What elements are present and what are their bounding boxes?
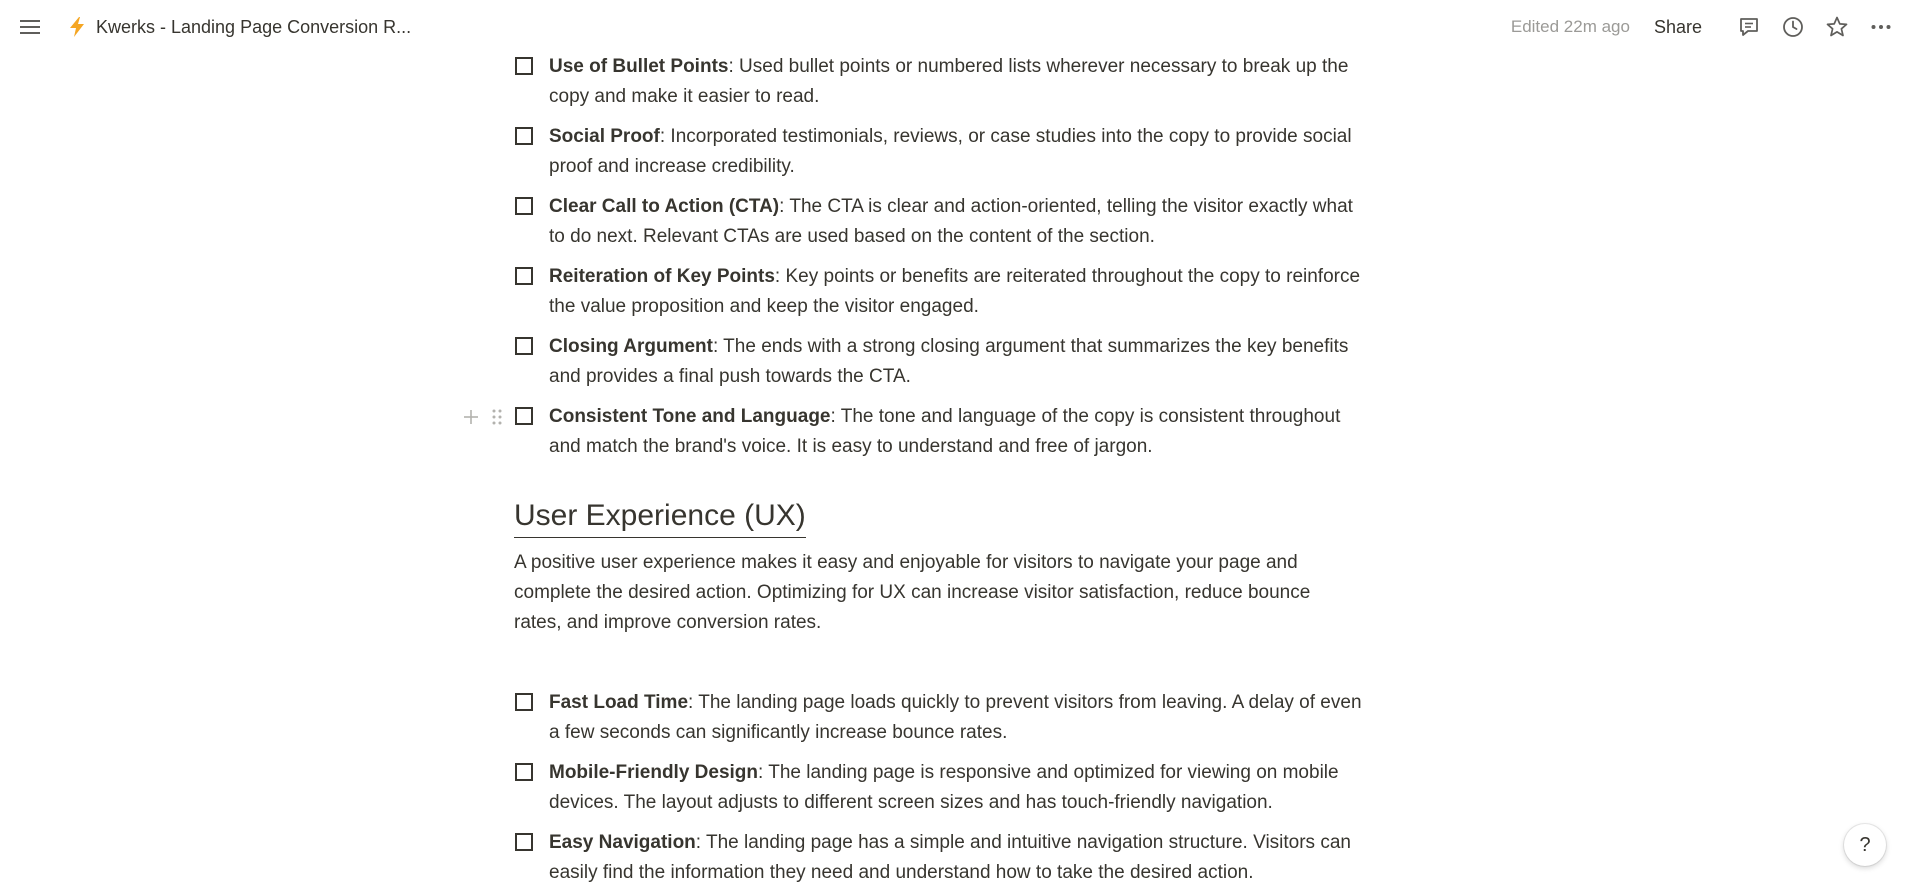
paragraph-line-2: complete the desired action. Optimizing for UX can increase visitor satisfaction, reduce bounce [514, 582, 1311, 603]
history-clock-icon[interactable] [1778, 12, 1808, 42]
todo-description-line-2: and provides a final push towards the CTA. [549, 366, 911, 387]
todo-description-line-1: : The landing page is responsive and optimized for viewing on mobile [758, 762, 1339, 783]
drag-handle-icon[interactable] [488, 404, 506, 430]
todo-checkbox[interactable] [515, 407, 533, 425]
todo-title: Mobile-Friendly Design [549, 762, 759, 783]
paragraph-line-1: A positive user experience makes it easy and enjoyable for visitors to navigate your page and [514, 552, 1298, 573]
page-title: Kwerks - Landing Page Conversion R... [96, 16, 412, 37]
paragraph-line-3: rates, and improve conversion rates. [514, 612, 822, 633]
todo-checkbox[interactable] [515, 197, 533, 215]
section-heading-ux[interactable]: User Experience (UX) [514, 496, 806, 538]
todo-description-line-1: : The tone and language of the copy is consistent throughout [830, 406, 1341, 427]
todo-title: Easy Navigation [549, 832, 696, 853]
more-options-icon[interactable] [1866, 12, 1896, 42]
todo-checkbox[interactable] [515, 127, 533, 145]
todo-title: Clear Call to Action (CTA) [549, 196, 780, 217]
todo-text[interactable] [549, 758, 1405, 818]
todo-title: Reiteration of Key Points [549, 266, 775, 287]
top-bar [0, 0, 1908, 54]
ux-intro-paragraph[interactable] [514, 548, 1404, 638]
todo-description-line-1: : The landing page loads quickly to prevent visitors from leaving. A delay of even [688, 692, 1362, 713]
todo-description-line-1: : Used bullet points or numbered lists wherever necessary to break up the [728, 56, 1349, 77]
favorite-star-icon[interactable] [1822, 12, 1852, 42]
todo-description-line-1: : The ends with a strong closing argument that summarizes the key benefits [712, 336, 1349, 357]
plus-icon[interactable] [460, 404, 482, 430]
edited-timestamp: Edited 22m ago [1510, 17, 1630, 36]
todo-description-line-1: : Incorporated testimonials, reviews, or case studies into the copy to provide social [659, 126, 1352, 147]
todo-description-line-2: copy and make it easier to read. [549, 86, 820, 107]
help-button[interactable]: ? [1844, 824, 1886, 866]
todo-description-line-2: to do next. Relevant CTAs are used based on the content of the section. [549, 226, 1155, 247]
todo-text[interactable] [549, 262, 1405, 322]
todo-text[interactable] [549, 402, 1405, 462]
todo-item-reiteration [515, 262, 1405, 322]
todo-text[interactable] [549, 688, 1405, 748]
topbar-actions [1511, 12, 1896, 42]
todo-checkbox[interactable] [515, 337, 533, 355]
todo-title: Consistent Tone and Language [549, 406, 831, 427]
todo-description-line-2: and match the brand's voice. It is easy to understand and free of jargon. [549, 436, 1153, 457]
todo-text[interactable] [549, 192, 1405, 252]
todo-title: Use of Bullet Points [549, 56, 729, 77]
lightning-bolt-icon [66, 16, 88, 38]
todo-item-fast-load-time [515, 688, 1405, 748]
todo-item-closing-argument [515, 332, 1405, 392]
todo-item-easy-navigation [515, 828, 1405, 888]
todo-item-mobile-friendly [515, 758, 1405, 818]
comment-icon[interactable] [1734, 12, 1764, 42]
todo-description-line-2: easily find the information they need and understand how to take the desired action. [549, 862, 1254, 883]
todo-text[interactable] [549, 332, 1405, 392]
todo-checkbox[interactable] [515, 833, 533, 851]
breadcrumb-page[interactable] [60, 13, 417, 41]
todo-description-line-2: the value proposition and keep the visitor engaged. [549, 296, 979, 317]
todo-title: Closing Argument [549, 336, 713, 357]
todo-description-line-1: : The landing page has a simple and intuitive navigation structure. Visitors can [695, 832, 1351, 853]
todo-title: Fast Load Time [549, 692, 689, 713]
todo-description-line-1: : Key points or benefits are reiterated throughout the copy to reinforce [774, 266, 1361, 287]
todo-description-line-2: devices. The layout adjusts to different screen sizes and has touch-friendly navigation. [549, 792, 1273, 813]
todo-description-line-2: proof and increase credibility. [549, 156, 795, 177]
todo-item-clear-cta [515, 192, 1405, 252]
todo-checkbox[interactable] [515, 693, 533, 711]
todo-description-line-1: : The CTA is clear and action-oriented, telling the visitor exactly what [779, 196, 1353, 217]
todo-checkbox[interactable] [515, 763, 533, 781]
todo-title: Social Proof [549, 126, 660, 147]
share-button[interactable]: Share [1653, 16, 1702, 37]
todo-text[interactable] [549, 122, 1405, 182]
todo-item-consistent-tone [515, 402, 1405, 462]
todo-description-line-2: a few seconds can significantly increase bounce rates. [549, 722, 1008, 743]
todo-item-social-proof [515, 122, 1405, 182]
todo-checkbox[interactable] [515, 57, 533, 75]
todo-text[interactable] [549, 52, 1405, 112]
todo-item-bullet-points [515, 52, 1405, 112]
hamburger-menu-icon[interactable] [16, 14, 44, 40]
todo-text[interactable] [549, 828, 1405, 888]
todo-checkbox[interactable] [515, 267, 533, 285]
